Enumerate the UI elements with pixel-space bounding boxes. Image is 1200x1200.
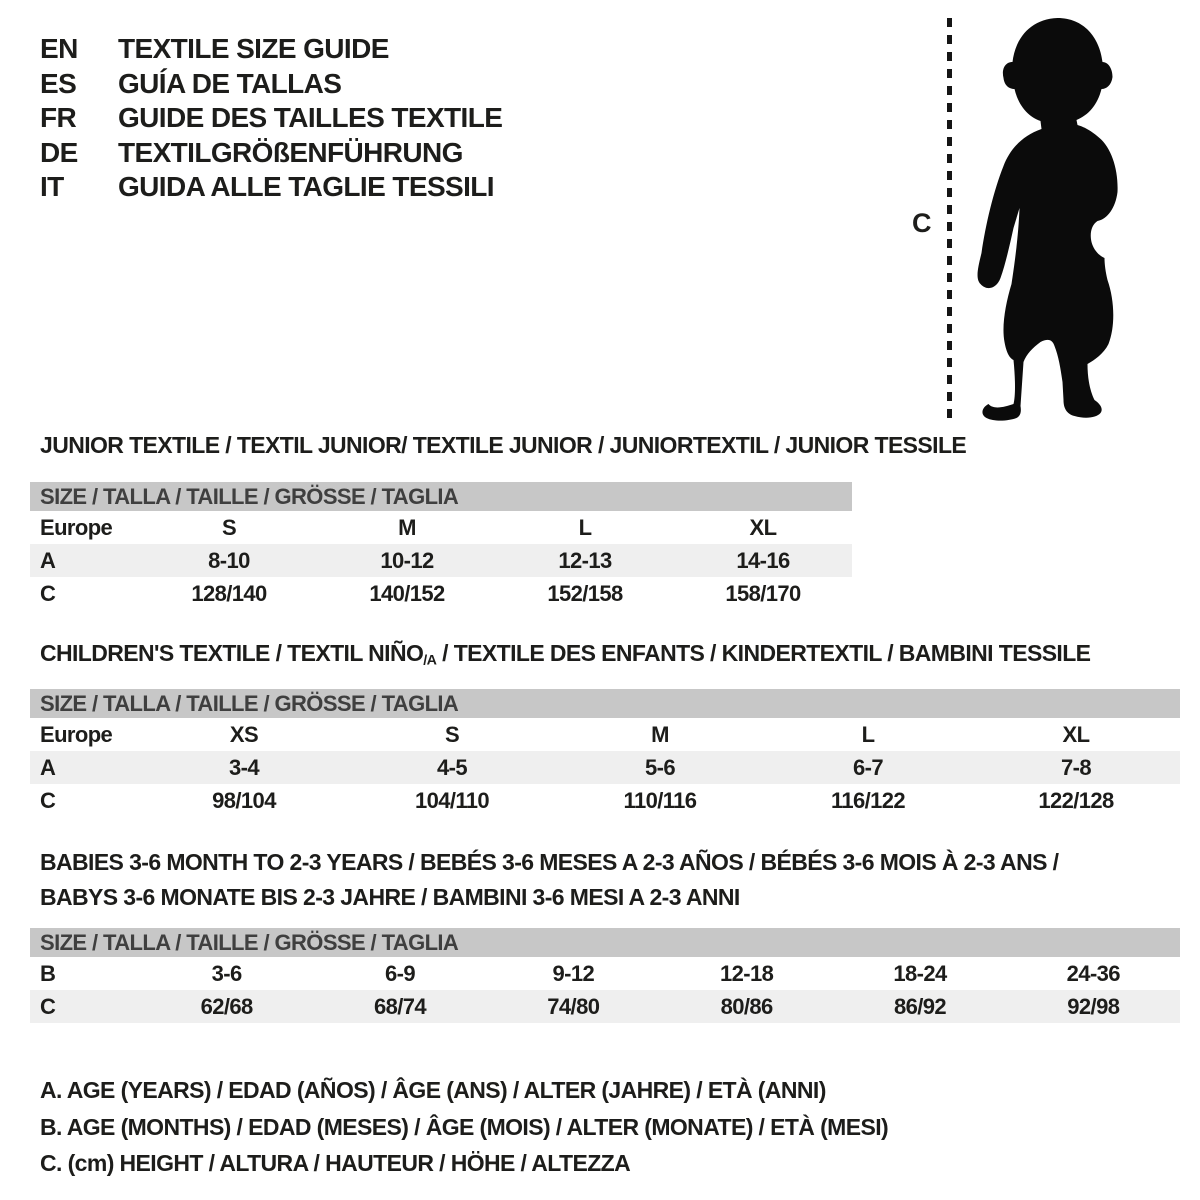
babies-section-heading bbox=[40, 845, 1058, 915]
lang-title-it: GUIDA ALLE TAGLIE TESSILI bbox=[118, 171, 494, 203]
height-cell: 80/86 bbox=[660, 990, 833, 1023]
lang-row-it bbox=[40, 170, 502, 205]
babies-size-table bbox=[30, 928, 1180, 1023]
height-cell: 86/92 bbox=[833, 990, 1006, 1023]
legend-line-a: A. AGE (YEARS) / EDAD (AÑOS) / ÂGE (ANS) / ALTER (JAHRE) / ETÀ (ANNI) bbox=[40, 1077, 826, 1103]
children-heading-pre: CHILDREN'S TEXTILE / TEXTIL NIÑO bbox=[40, 640, 424, 666]
lang-code-de: DE bbox=[40, 136, 78, 168]
children-size-header-bar bbox=[30, 689, 1180, 718]
lang-code-es: ES bbox=[40, 67, 77, 99]
height-cell: 122/128 bbox=[972, 784, 1180, 817]
height-cell: 110/116 bbox=[556, 784, 764, 817]
height-cell: 152/158 bbox=[496, 577, 674, 610]
height-cell: 68/74 bbox=[313, 990, 486, 1023]
junior-size-header-bar bbox=[30, 482, 852, 511]
children-section-heading bbox=[40, 640, 1090, 669]
height-cell: 158/170 bbox=[674, 577, 852, 610]
children-heading-sub: /A bbox=[423, 652, 437, 669]
junior-europe-row bbox=[30, 511, 852, 544]
row-label: C bbox=[30, 784, 140, 817]
babies-heading-line2: BABYS 3-6 MONATE BIS 2-3 JAHRE / BAMBINI 3-6 MESI A 2-3 ANNI bbox=[40, 884, 740, 910]
size-cell: L bbox=[764, 718, 972, 751]
age-cell: 7-8 bbox=[972, 751, 1180, 784]
lang-title-de: TEXTILGRÖßENFÜHRUNG bbox=[118, 136, 463, 168]
children-size-header-label: SIZE / TALLA / TAILLE / GRÖSSE / TAGLIA bbox=[30, 689, 1180, 718]
lang-row-es bbox=[40, 67, 502, 102]
age-cell: 6-7 bbox=[764, 751, 972, 784]
months-cell: 6-9 bbox=[313, 957, 486, 990]
legend bbox=[40, 1072, 888, 1182]
age-cell: 12-13 bbox=[496, 544, 674, 577]
size-cell: S bbox=[348, 718, 556, 751]
months-cell: 24-36 bbox=[1007, 957, 1180, 990]
children-height-row bbox=[30, 784, 1180, 817]
height-cell: 74/80 bbox=[487, 990, 660, 1023]
height-cell: 140/152 bbox=[318, 577, 496, 610]
children-heading-post: / TEXTILE DES ENFANTS / KINDERTEXTIL / BAMBINI TESSILE bbox=[436, 640, 1091, 666]
children-age-row bbox=[30, 751, 1180, 784]
lang-title-fr: GUIDE DES TAILLES TEXTILE bbox=[118, 102, 503, 134]
lang-code-en: EN bbox=[40, 33, 78, 65]
row-label: B bbox=[30, 957, 140, 990]
legend-line-b: B. AGE (MONTHS) / EDAD (MESES) / ÂGE (MOIS) / ALTER (MONATE) / ETÀ (MESI) bbox=[40, 1113, 889, 1140]
age-cell: 4-5 bbox=[348, 751, 556, 784]
lang-row-de bbox=[40, 136, 502, 171]
babies-height-row bbox=[30, 990, 1180, 1023]
lang-code-fr: FR bbox=[40, 102, 77, 134]
height-measure-label: C bbox=[912, 208, 931, 238]
height-cell: 62/68 bbox=[140, 990, 313, 1023]
children-size-table bbox=[30, 689, 1180, 817]
age-cell: 14-16 bbox=[674, 544, 852, 577]
row-label: C bbox=[30, 990, 140, 1023]
lang-title-es: GUÍA DE TALLAS bbox=[118, 67, 342, 99]
size-cell: S bbox=[140, 511, 318, 544]
junior-size-header-label: SIZE / TALLA / TAILLE / GRÖSSE / TAGLIA bbox=[30, 482, 852, 511]
babies-heading-line1: BABIES 3-6 MONTH TO 2-3 YEARS / BEBÉS 3-6 MESES A 2-3 AÑOS / BÉBÉS 3-6 MOIS À 2-3 ANS / bbox=[40, 849, 1059, 875]
months-cell: 3-6 bbox=[140, 957, 313, 990]
age-cell: 10-12 bbox=[318, 544, 496, 577]
lang-row-en bbox=[40, 32, 502, 67]
size-cell: XL bbox=[972, 718, 1180, 751]
size-cell: L bbox=[496, 511, 674, 544]
months-cell: 18-24 bbox=[833, 957, 1006, 990]
size-cell: XL bbox=[674, 511, 852, 544]
junior-age-row bbox=[30, 544, 852, 577]
height-cell: 98/104 bbox=[140, 784, 348, 817]
height-cell: 92/98 bbox=[1007, 990, 1180, 1023]
row-label: A bbox=[30, 751, 140, 784]
height-cell: 104/110 bbox=[348, 784, 556, 817]
age-cell: 3-4 bbox=[140, 751, 348, 784]
height-cell: 128/140 bbox=[140, 577, 318, 610]
lang-row-fr bbox=[40, 101, 502, 136]
junior-section-heading: JUNIOR TEXTILE / TEXTIL JUNIOR/ TEXTILE JUNIOR / JUNIORTEXTIL / JUNIOR TESSILE bbox=[40, 432, 967, 458]
size-cell: M bbox=[556, 718, 764, 751]
size-cell: XS bbox=[140, 718, 348, 751]
junior-height-row bbox=[30, 577, 852, 610]
size-cell: M bbox=[318, 511, 496, 544]
babies-size-header-bar bbox=[30, 928, 1180, 957]
row-label: Europe bbox=[30, 511, 140, 544]
babies-months-row bbox=[30, 957, 1180, 990]
junior-size-table bbox=[30, 482, 852, 610]
age-cell: 8-10 bbox=[140, 544, 318, 577]
age-cell: 5-6 bbox=[556, 751, 764, 784]
row-label: Europe bbox=[30, 718, 140, 751]
months-cell: 9-12 bbox=[487, 957, 660, 990]
lang-code-it: IT bbox=[40, 171, 64, 203]
height-measure-dashed-line bbox=[947, 18, 952, 418]
language-title-block bbox=[40, 32, 502, 205]
months-cell: 12-18 bbox=[660, 957, 833, 990]
babies-size-header-label: SIZE / TALLA / TAILLE / GRÖSSE / TAGLIA bbox=[30, 928, 1180, 957]
row-label: A bbox=[30, 544, 140, 577]
children-europe-row bbox=[30, 718, 1180, 751]
toddler-silhouette-icon bbox=[958, 12, 1163, 427]
height-cell: 116/122 bbox=[764, 784, 972, 817]
legend-line-c: C. (cm) HEIGHT / ALTURA / HAUTEUR / HÖHE / ALTEZZA bbox=[40, 1150, 631, 1176]
row-label: C bbox=[30, 577, 140, 610]
lang-title-en: TEXTILE SIZE GUIDE bbox=[118, 33, 389, 65]
